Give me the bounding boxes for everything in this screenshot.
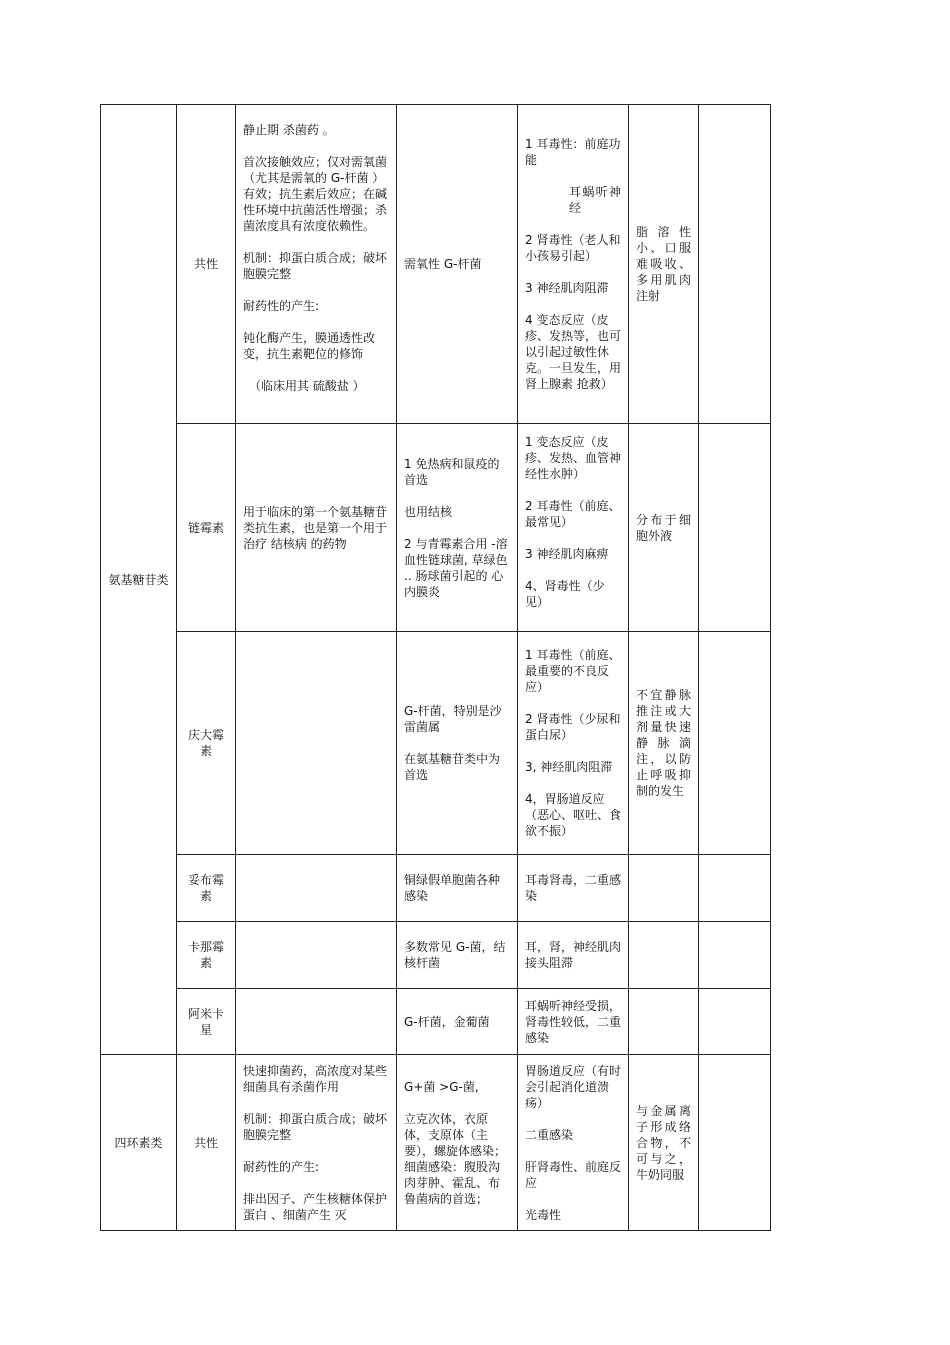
drug-table [100, 104, 771, 1231]
drug-name: 卡那霉素 [187, 940, 224, 970]
mechanism-text: 钝化酶产生，膜通透性改变，抗生素靶位的修饰 [243, 331, 376, 361]
notes-text: 不宜静脉推注或大剂量快速静脉滴注，以防止呼吸抑制的发生 [636, 688, 691, 798]
drug-name: 阿米卡星 [187, 1006, 224, 1037]
mechanism-text: 排出因子、产生核糖体保护蛋白 、细菌产生 灭 [243, 1191, 388, 1222]
adverse-cell [518, 424, 629, 632]
indication-cell [397, 989, 518, 1055]
adverse-cell [518, 632, 629, 855]
mechanism-text: （临床用其 硫酸盐 ） [249, 379, 365, 393]
indication-cell [397, 105, 518, 424]
extra-cell [699, 1055, 771, 1231]
notes-text: 与金属离子形成络合物，不可与之，牛奶同服 [636, 1103, 691, 1182]
adverse-text: 二重感染 [525, 1127, 574, 1142]
adverse-text: 3, 神经肌肉阻滞 [525, 760, 613, 774]
mechanism-cell [236, 632, 397, 855]
adverse-text: 1 变态反应（皮疹、发热、血管神经性水肿） [525, 434, 622, 481]
indication-cell [397, 424, 518, 632]
table-row [101, 105, 771, 424]
mechanism-cell [236, 855, 397, 922]
adverse-cell [518, 855, 629, 922]
table-row [101, 1055, 771, 1231]
adverse-text: 3 神经肌肉麻痹 [525, 546, 609, 561]
adverse-text: 3 神经肌肉阻滞 [525, 281, 609, 295]
mechanism-text: 机制：抑蛋白质合成；破坏胞膜完整 [243, 1111, 388, 1142]
adverse-text: 4，胃肠道反应（恶心、呕吐、食欲不振） [525, 792, 622, 838]
notes-text: 脂溶性小、口服难吸收、多用肌肉注射 [636, 225, 691, 303]
mechanism-text: 机制：抑蛋白质合成；破坏胞膜完整 [243, 251, 388, 281]
notes-cell [629, 1055, 699, 1231]
drug-name-cell [177, 989, 236, 1055]
drug-name-cell [177, 105, 236, 424]
drug-class-cell [101, 105, 177, 1055]
indication-text: 多数常见 G-菌，结核杆菌 [404, 940, 506, 970]
notes-cell [629, 105, 699, 424]
drug-name: 链霉素 [187, 520, 224, 535]
indication-text: G-杆菌，特别是沙雷菌属 [404, 704, 502, 734]
drug-class-name: 四环素类 [114, 1135, 163, 1150]
mechanism-text: 快速抑菌药，高浓度对某些细菌具有杀菌作用 [243, 1063, 388, 1094]
table-row [101, 922, 771, 989]
notes-cell [629, 424, 699, 632]
indication-cell [397, 1055, 518, 1231]
notes-cell [629, 989, 699, 1055]
indication-cell [397, 922, 518, 989]
drug-name-cell [177, 424, 236, 632]
indication-text: G+菌 >G-菌, [404, 1079, 479, 1094]
table-row [101, 424, 771, 632]
notes-cell [629, 855, 699, 922]
mechanism-cell [236, 989, 397, 1055]
drug-class-cell [101, 1055, 177, 1231]
adverse-text: 4 变态反应（皮疹、发热等，也可以引起过敏性休克。一旦发生，用 肾上腺素 抢救） [525, 313, 622, 391]
adverse-text: 4、肾毒性（少见） [525, 578, 605, 609]
extra-cell [699, 855, 771, 922]
mechanism-text: 首次接触效应；仅对需氧菌（尤其是需氧的 G-杆菌 ）有效；抗生素后效应；在碱性环境中抗菌活性增强；杀菌浓度具有浓度依赖性。 [243, 155, 388, 233]
drug-name: 庆大霉素 [187, 728, 224, 758]
adverse-text: 1 耳毒性（前庭、最重要的不良反应） [525, 648, 621, 694]
mechanism-cell [236, 424, 397, 632]
indication-text: 1 免热病和鼠疫的首选 [404, 456, 500, 487]
table-row [101, 632, 771, 855]
table-row [101, 989, 771, 1055]
adverse-text: 2 耳毒性（前庭、最常见） [525, 498, 621, 529]
indication-text: 立克次体，衣原体，支原体（主要），螺旋体感染；细菌感染：腹股沟肉芽肿、霍乱、布鲁菌病的首选； [404, 1111, 507, 1206]
extra-cell [699, 632, 771, 855]
drug-class-name: 氨基糖苷类 [108, 572, 169, 587]
extra-cell [699, 105, 771, 424]
drug-name-cell [177, 1055, 236, 1231]
adverse-text: 胃肠道反应（有时会引起消化道溃疡） [525, 1063, 622, 1110]
indication-cell [397, 855, 518, 922]
adverse-cell [518, 1055, 629, 1231]
indication-text: 2 与青霉素合用 -溶血性链球菌, 草绿色 .. 肠球菌引起的 心内膜炎 [404, 536, 508, 599]
adverse-text: 耳，肾，神经肌肉接头阻滞 [525, 940, 622, 970]
notes-cell [629, 632, 699, 855]
adverse-text: 2 肾毒性（老人和小孩易引起） [525, 233, 621, 263]
indication-text: G-杆菌，金葡菌 [404, 1014, 490, 1029]
adverse-text: 2 肾毒性（少尿和蛋白尿） [525, 712, 621, 742]
adverse-cell [518, 105, 629, 424]
indication-text: 在氨基糖苷类中为首选 [404, 752, 501, 782]
mechanism-text: 耐药性的产生: [243, 1159, 320, 1174]
extra-cell [699, 989, 771, 1055]
extra-cell [699, 922, 771, 989]
adverse-text: 1 耳毒性：前庭功能 [525, 137, 621, 167]
adverse-text: 耳毒肾毒，二重感染 [525, 873, 622, 903]
drug-name-cell [177, 855, 236, 922]
adverse-text: 光毒性 [525, 1207, 562, 1222]
indication-text: 需氧性 G-杆菌 [404, 257, 482, 271]
extra-cell [699, 424, 771, 632]
drug-name: 共性 [193, 257, 218, 271]
adverse-text: 耳蜗听神经 [569, 185, 621, 215]
adverse-text: 耳蜗听神经受损，肾毒性较低，二重感染 [525, 998, 622, 1045]
drug-name: 妥布霉素 [187, 873, 224, 903]
indication-text: 也用结核 [404, 504, 453, 519]
drug-name-cell [177, 632, 236, 855]
adverse-cell [518, 989, 629, 1055]
notes-cell [629, 922, 699, 989]
mechanism-text: 耐药性的产生: [243, 299, 320, 313]
mechanism-cell [236, 105, 397, 424]
drug-name: 共性 [193, 1135, 218, 1150]
drug-name-cell [177, 922, 236, 989]
adverse-cell [518, 922, 629, 989]
indication-cell [397, 632, 518, 855]
mechanism-text: 用于临床的第一个氨基糖苷类抗生素，也是第一个用于治疗 结核病 的药物 [243, 504, 388, 551]
table-row [101, 855, 771, 922]
indication-text: 铜绿假单胞菌各种感染 [404, 873, 501, 903]
mechanism-cell [236, 1055, 397, 1231]
mechanism-cell [236, 922, 397, 989]
mechanism-text: 静止期 杀菌药 。 [243, 123, 335, 137]
notes-text: 分布于细胞外液 [636, 512, 691, 543]
adverse-text: 肝肾毒性、前庭反应 [525, 1159, 622, 1190]
